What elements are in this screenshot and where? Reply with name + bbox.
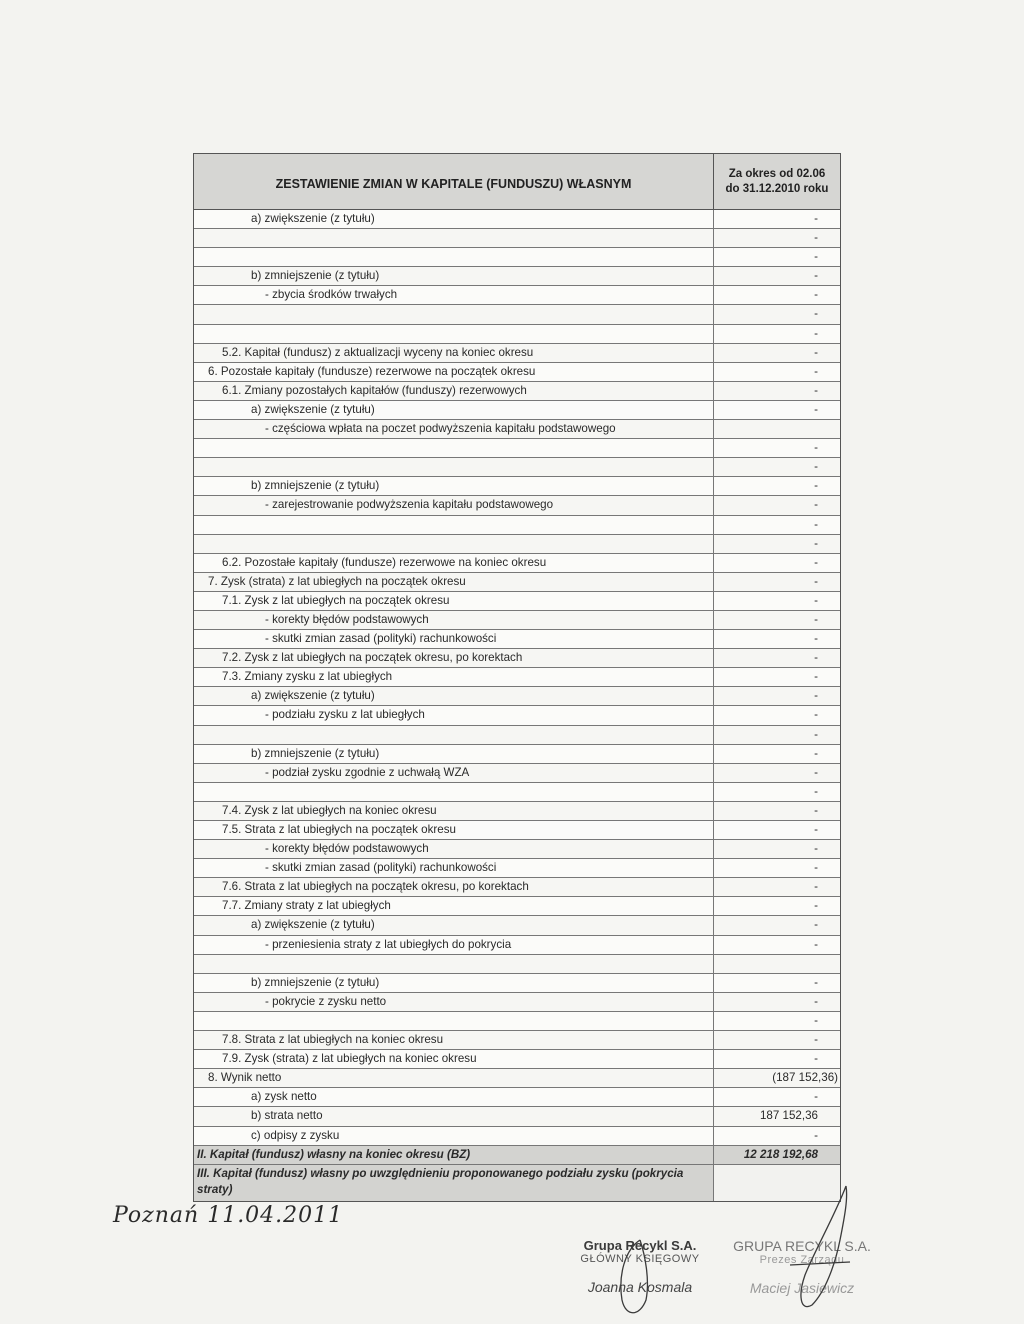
row-label bbox=[194, 783, 714, 801]
row-label: 7.3. Zmiany zysku z lat ubiegłych bbox=[194, 668, 714, 686]
row-value: - bbox=[814, 1013, 818, 1027]
row-value: - bbox=[814, 823, 818, 836]
row-label: - częściowa wpłata na poczet podwyższenia kapitału podstawowego bbox=[194, 420, 714, 438]
table-row bbox=[194, 840, 840, 859]
row-value: - bbox=[814, 574, 818, 588]
handwritten-date: Poznań 11.04.2011 bbox=[113, 1203, 344, 1228]
table-row bbox=[194, 1127, 840, 1146]
total-equity-row bbox=[194, 1146, 840, 1165]
row-value: - bbox=[814, 632, 818, 646]
row-label: b) zmniejszenie (z tytułu) bbox=[194, 477, 714, 495]
row-label: 7.8. Strata z lat ubiegłych na koniec okresu bbox=[194, 1031, 714, 1049]
table-row bbox=[194, 1031, 840, 1050]
table-row bbox=[194, 955, 840, 974]
row-value: - bbox=[814, 937, 818, 951]
row-label: 7. Zysk (strata) z lat ubiegłych na początek okresu bbox=[194, 573, 714, 591]
row-value: - bbox=[814, 345, 818, 359]
row-value bbox=[714, 420, 840, 438]
table-row bbox=[194, 458, 840, 477]
table-row bbox=[194, 592, 840, 611]
row-label: 7.1. Zysk z lat ubiegłych na początek okresu bbox=[194, 592, 714, 610]
row-label bbox=[194, 1012, 714, 1030]
table-row bbox=[194, 897, 840, 916]
table-row bbox=[194, 783, 840, 802]
table-row bbox=[194, 859, 840, 878]
row-value: - bbox=[814, 326, 818, 340]
row-label: 8. Wynik netto bbox=[194, 1069, 714, 1087]
row-label bbox=[194, 439, 714, 457]
table-row bbox=[194, 649, 840, 668]
row-label bbox=[194, 535, 714, 553]
table-row bbox=[194, 363, 840, 382]
row-label: 6.1. Zmiany pozostałych kapitałów (funduszy) rezerwowych bbox=[194, 382, 714, 400]
row-label: 7.5. Strata z lat ubiegłych na początek okresu bbox=[194, 821, 714, 839]
row-value: - bbox=[814, 288, 818, 302]
row-label: 6.2. Pozostałe kapitały (fundusze) rezerwowe na koniec okresu bbox=[194, 554, 714, 572]
row-label bbox=[194, 305, 714, 323]
row-label bbox=[194, 955, 714, 973]
table-row bbox=[194, 802, 840, 821]
table-row bbox=[194, 573, 840, 592]
row-value: - bbox=[814, 880, 818, 894]
row-label: - podziału zysku z lat ubiegłych bbox=[194, 706, 714, 724]
row-value: - bbox=[814, 1090, 818, 1104]
row-value: - bbox=[814, 479, 818, 493]
row-label: b) zmniejszenie (z tytułu) bbox=[194, 745, 714, 763]
row-value: - bbox=[814, 555, 818, 569]
row-value: - bbox=[814, 441, 818, 455]
period-line-1: Za okres od 02.06 bbox=[728, 167, 826, 180]
row-value: - bbox=[814, 593, 818, 607]
row-label: - podział zysku zgodnie z uchwałą WZA bbox=[194, 764, 714, 782]
row-label: a) zwiększenie (z tytułu) bbox=[194, 401, 714, 419]
row-value: - bbox=[814, 842, 818, 856]
row-value: - bbox=[814, 975, 818, 989]
table-row bbox=[194, 535, 840, 554]
row-value: - bbox=[814, 765, 818, 779]
table-row bbox=[194, 611, 840, 630]
table-body bbox=[194, 210, 840, 1146]
row-value: - bbox=[814, 536, 818, 550]
table-row bbox=[194, 936, 840, 955]
table-row bbox=[194, 993, 840, 1012]
row-label bbox=[194, 229, 714, 247]
table-row bbox=[194, 210, 840, 229]
stamp-company: Grupa Recykl S.A. bbox=[583, 1238, 697, 1253]
table-row bbox=[194, 764, 840, 783]
row-label bbox=[194, 458, 714, 476]
row-value: 187 152,36 bbox=[759, 1109, 818, 1123]
table-row bbox=[194, 706, 840, 725]
table-row bbox=[194, 286, 840, 305]
chief-accountant-stamp bbox=[565, 1238, 715, 1295]
row-value: - bbox=[814, 460, 818, 474]
row-label: - zbycia środków trwałych bbox=[194, 286, 714, 304]
row-value: - bbox=[814, 1128, 818, 1142]
row-label: - korekty błędów podstawowych bbox=[194, 611, 714, 629]
table-row bbox=[194, 1012, 840, 1031]
row-label bbox=[194, 325, 714, 343]
table-row bbox=[194, 554, 840, 573]
row-label: 7.7. Zmiany straty z lat ubiegłych bbox=[194, 897, 714, 915]
row-label: a) zwiększenie (z tytułu) bbox=[194, 687, 714, 705]
table-row bbox=[194, 630, 840, 649]
table-row bbox=[194, 916, 840, 935]
table-row bbox=[194, 516, 840, 535]
row-value: - bbox=[814, 899, 818, 913]
period-header bbox=[714, 154, 840, 209]
row-value: - bbox=[814, 1052, 818, 1066]
row-value: - bbox=[814, 689, 818, 703]
row-label: a) zwiększenie (z tytułu) bbox=[194, 210, 714, 228]
table-row bbox=[194, 420, 840, 439]
row-label bbox=[194, 248, 714, 266]
row-label: - pokrycie z zysku netto bbox=[194, 993, 714, 1011]
row-value: - bbox=[814, 250, 818, 264]
stamp-company: GRUPA RECYKL S.A. bbox=[733, 1238, 871, 1254]
table-row bbox=[194, 477, 840, 496]
row-value: (187 152,36) bbox=[772, 1071, 838, 1085]
row-value: - bbox=[814, 861, 818, 875]
table-title: ZESTAWIENIE ZMIAN W KAPITALE (FUNDUSZU) WŁASNYM bbox=[194, 154, 714, 209]
table-row bbox=[194, 668, 840, 687]
row-label: 7.4. Zysk z lat ubiegłych na koniec okresu bbox=[194, 802, 714, 820]
row-value: - bbox=[814, 612, 818, 626]
total-equity-label: II. Kapitał (fundusz) własny na koniec okresu (BZ) bbox=[194, 1146, 714, 1164]
president-stamp bbox=[722, 1238, 882, 1296]
table-row bbox=[194, 687, 840, 706]
row-value bbox=[714, 955, 840, 973]
table-row bbox=[194, 401, 840, 420]
row-value: - bbox=[814, 746, 818, 760]
row-value: - bbox=[814, 670, 818, 684]
row-label: - skutki zmian zasad (polityki) rachunkowości bbox=[194, 859, 714, 877]
stamp-name: Maciej Jasiewicz bbox=[749, 1280, 855, 1296]
table-row bbox=[194, 974, 840, 993]
row-label: a) zwiększenie (z tytułu) bbox=[194, 916, 714, 934]
table-row bbox=[194, 229, 840, 248]
equity-after-distribution-row bbox=[194, 1165, 840, 1201]
row-value: - bbox=[814, 212, 818, 225]
row-value: - bbox=[814, 231, 818, 245]
row-label: b) zmniejszenie (z tytułu) bbox=[194, 267, 714, 285]
row-label bbox=[194, 726, 714, 744]
row-value: - bbox=[814, 651, 818, 665]
table-row bbox=[194, 439, 840, 458]
row-value: - bbox=[814, 498, 818, 512]
table-row bbox=[194, 726, 840, 745]
table-row bbox=[194, 878, 840, 897]
table-row bbox=[194, 325, 840, 344]
equity-after-distribution-value bbox=[714, 1165, 840, 1201]
row-label: - skutki zmian zasad (polityki) rachunkowości bbox=[194, 630, 714, 648]
row-label: 7.2. Zysk z lat ubiegłych na początek okresu, po korektach bbox=[194, 649, 714, 667]
table-row bbox=[194, 305, 840, 324]
row-label: 6. Pozostałe kapitały (fundusze) rezerwowe na początek okresu bbox=[194, 363, 714, 381]
row-value: - bbox=[814, 364, 818, 378]
table-header bbox=[194, 154, 840, 210]
table-row bbox=[194, 496, 840, 515]
row-value: - bbox=[814, 784, 818, 798]
row-label: 7.9. Zysk (strata) z lat ubiegłych na koniec okresu bbox=[194, 1050, 714, 1068]
table-row bbox=[194, 1050, 840, 1069]
row-label: - korekty błędów podstawowych bbox=[194, 840, 714, 858]
row-value: - bbox=[814, 269, 818, 283]
row-value: - bbox=[814, 803, 818, 817]
table-row bbox=[194, 248, 840, 267]
row-value: - bbox=[814, 708, 818, 722]
row-value: - bbox=[814, 1033, 818, 1047]
row-value: - bbox=[814, 383, 818, 397]
row-label: 7.6. Strata z lat ubiegłych na początek okresu, po korektach bbox=[194, 878, 714, 896]
equity-after-distribution-label: III. Kapitał (fundusz) własny po uwzględnieniu proponowanego podziału zysku (pokrycia straty) bbox=[194, 1165, 714, 1201]
row-value: - bbox=[814, 918, 818, 932]
row-label: c) odpisy z zysku bbox=[194, 1127, 714, 1145]
total-equity-value: 12 218 192,68 bbox=[743, 1147, 818, 1161]
table-row bbox=[194, 382, 840, 401]
stamp-role: GŁÓWNY KSIĘGOWY bbox=[580, 1253, 700, 1265]
table-row bbox=[194, 1088, 840, 1107]
table-row bbox=[194, 745, 840, 764]
row-label: - przeniesienia straty z lat ubiegłych do pokrycia bbox=[194, 936, 714, 954]
period-line-2: do 31.12.2010 roku bbox=[725, 182, 829, 195]
stamp-role: Prezes Zarządu bbox=[759, 1254, 845, 1266]
table-row bbox=[194, 1069, 840, 1088]
row-value: - bbox=[814, 402, 818, 416]
row-label: 5.2. Kapitał (fundusz) z aktualizacji wyceny na koniec okresu bbox=[194, 344, 714, 362]
table-row bbox=[194, 821, 840, 840]
row-value: - bbox=[814, 307, 818, 321]
table-row bbox=[194, 267, 840, 286]
row-label: b) zmniejszenie (z tytułu) bbox=[194, 974, 714, 992]
row-value: - bbox=[814, 994, 818, 1008]
row-label: a) zysk netto bbox=[194, 1088, 714, 1106]
row-label bbox=[194, 516, 714, 534]
row-label: - zarejestrowanie podwyższenia kapitału podstawowego bbox=[194, 496, 714, 514]
row-value: - bbox=[814, 727, 818, 741]
stamp-name: Joanna Kosmala bbox=[587, 1279, 693, 1295]
capital-changes-table bbox=[193, 153, 841, 1202]
row-label: b) strata netto bbox=[194, 1107, 714, 1125]
table-row bbox=[194, 344, 840, 363]
table-row bbox=[194, 1107, 840, 1126]
row-value: - bbox=[814, 517, 818, 531]
